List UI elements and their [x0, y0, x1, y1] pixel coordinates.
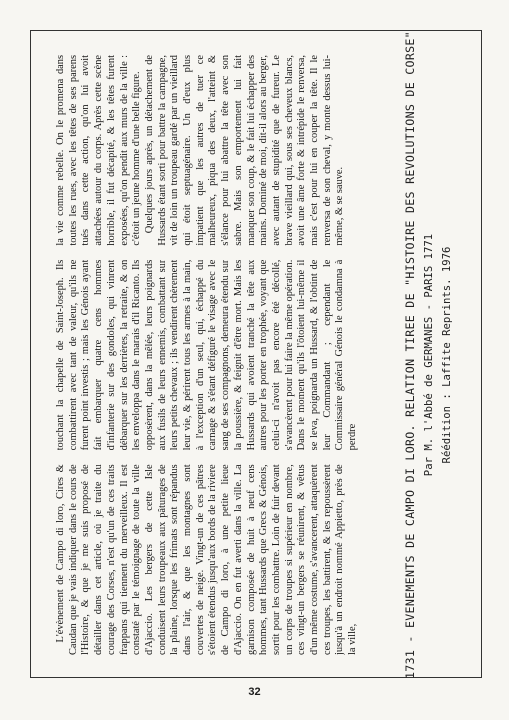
text-column-2: [55, 260, 385, 451]
paragraph: touchant la chapelle de Saint-Joseph. Ils combattirent avec tant de valeur, qu'ils ne furent point investis ; mais les Génois ayant fait embarquer quatre cens hommes d'infanterie sur des gondoles, qui vinrent débarquer sur les derrières, la retraite, & on les enveloppa dans le marais d'il Ricanto. Ils opposèrent, dans la mêlée, leurs poignards aux fusils de leurs ennemis, combattant sur leurs petits chevaux ; ils vendirent chèrement leur vie, & périrent tous les armes à la main, à l'exception d'un seul, qui, échappé du carnage & s'étant défiguré le visage avec le sang de ses compagnons, demeura étendu sur la poussière, & feignit d'être mort. Mais les Hussards qui avoient tranché la tête aux autres pour les porter en trophée, voyant que celui-ci n'avoit pas encore été décollé, s'avancèrent pour lui faire la même opération. Dans le moment qu'ils l'ôtoient lui-même il se leva, poignarda un Hussard, & l'obtint de leur Commandant ; cependant le Commissaire général Génois le condamna à perdre: [55, 259, 359, 451]
page-number: 32: [248, 686, 261, 698]
paragraph: Quelques jours après, un détachement de Hussards étant sorti pour battre la campagne, vit de loin un troupeau gardé par un vieillard qui étoit septuagénaire. Un d'eux plus impatient que les autres de tuer ce malheureux, piqua des deux, l'atteint & s'élance pour lui abattre la tête avec son sabre. Mais son emportement lui fait manquer son coup, & le fait lui échapper des mains. Dominé de moi, dit-il alors au berger, avec autant de stupidité que de fureur. Le brave vieillard qui, sous ses cheveux blancs, avoit une âme forte & intrépide le renversa, mais c'est pour lui en couper la tête. Il le renversa de son cheval, y monte dessus lui-même, & se sauve.: [143, 54, 346, 246]
paragraph: la vie comme rebelle. On le promena dans toutes les rues, avec les têtes de ses parens tués dans cette action, qu'on lui avoit attachées autour du corps. Après cette scène horrible, il fut décapité, & les têtes furent exposées, qu'on pendit aux murs de la ville : c'étoit un jeune homme d'une belle figure.: [55, 54, 143, 246]
page-frame: [30, 30, 482, 678]
caption-title: 1731 - EVENEMENTS DE CAMPO DI LORO. RELATION TIREE DE "HISTOIRE DES REVOLUTIONS DE CORSE": [403, 31, 417, 679]
rotated-content: [31, 31, 483, 679]
text-columns: [55, 55, 385, 655]
caption-author: Par M. l'Abbé de GERMANES - PARIS 1771: [423, 233, 435, 477]
caption-reprint: Réédition : Laffite Reprints. 1976: [441, 246, 453, 464]
text-column-1: [55, 464, 385, 655]
text-column-3: [55, 55, 385, 246]
paragraph: L'évènement de Campo di loro, Cires & Caudan que je vais indiquer dans le cours de l'Histoire, & que je me suis proposé de détailler dans cet article, où je traite du courage des Corses, n'est qu'un de ces traits frappans qui tiennent du merveilleux. Il est constaté par le témoignage de toute la ville d'Ajaccio. Les bergers de cette Isle conduisent leurs troupeaux aux pâturages de la plaine, lorsque les frimats sont répandus dans l'air, & que les montagnes sont couvertes de neige. Vingt-un de ces pâtres s'étoient étendus jusqu'aux bords de la riviere de Campo di loro, à une petite lieue d'Ajaccio. On en fut averti dans la ville. La garnison composée de huit à neuf cens hommes, tant Hussards que Grecs & Génois, sortit pour les combattre. Loin de fuir devant un corps de troupes si supérieur en nombre, ces vingt-un bergers se réunirent, & vêtus d'un même costume, s'avancerent, attaquèrent ces troupes, les battirent, & les repoussèrent jusqu'à un endroit nommé Appietto, près de la ville,: [55, 464, 359, 655]
